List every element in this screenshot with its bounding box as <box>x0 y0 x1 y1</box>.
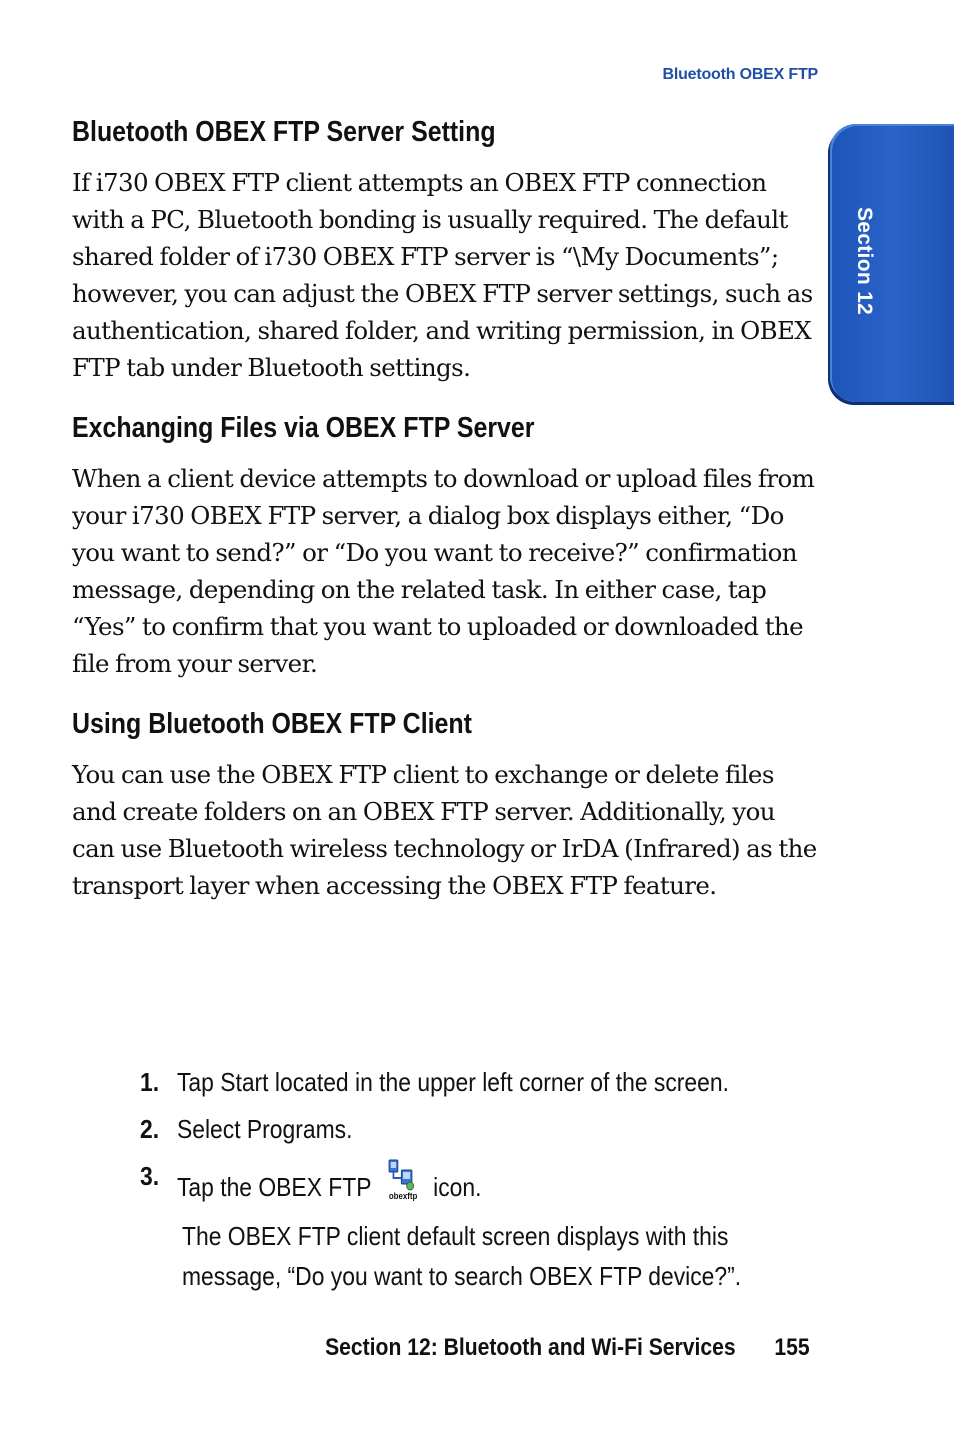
obexftp-icon <box>384 1158 423 1202</box>
step-text-after: icon. <box>433 1172 482 1202</box>
steps-block <box>72 1060 872 1296</box>
list-item <box>140 1064 784 1100</box>
heading-server-setting: Bluetooth OBEX FTP Server Setting <box>72 116 496 148</box>
page-number: 155 <box>774 1334 810 1361</box>
svg-text:obexftp: obexftp <box>388 1190 418 1202</box>
step-note: The OBEX FTP client default screen displays with this message, “Do you want to search OBEX FTP device?”. <box>182 1221 742 1291</box>
step-text-before: Tap the OBEX FTP <box>176 1172 372 1202</box>
paragraph-exchanging-files: When a client device attempts to download or upload files from your i730 OBEX FTP server, a dialog box displays either, “Do you want to send?” or “Do you want to receive?” confirmation message, depending on the related task. In either case, tap “Yes” to confirm that you want to uploaded or downloaded the file from your server. <box>72 464 815 678</box>
step-number: 1. <box>140 1067 160 1097</box>
heading-exchanging-files: Exchanging Files via OBEX FTP Server <box>72 412 535 444</box>
running-head: Bluetooth OBEX FTP <box>662 66 818 83</box>
step-text: Tap Start located in the upper left corner of the screen. <box>176 1067 729 1097</box>
step-text: Select Programs. <box>176 1114 353 1144</box>
step-number: 3. <box>140 1161 160 1191</box>
list-item <box>140 1111 784 1147</box>
steps-list <box>140 1064 872 1205</box>
paragraph-server-setting: If i730 OBEX FTP client attempts an OBEX FTP connection with a PC, Bluetooth bonding is usually required. The default shared folder of i730 OBEX FTP server is “\My Documents”; however, you can adjust the OBEX FTP server settings, such as authentication, shared folder, and writing permission, in OBEX FTP tab under Bluetooth settings. <box>72 168 813 382</box>
page-footer <box>325 1334 810 1362</box>
section-tab-label: Section 12 <box>853 207 876 316</box>
heading-using-client: Using Bluetooth OBEX FTP Client <box>72 708 472 740</box>
page-content <box>72 112 818 914</box>
list-item <box>140 1158 784 1205</box>
step-number: 2. <box>140 1114 160 1144</box>
footer-title: Section 12: Bluetooth and Wi-Fi Services <box>325 1334 737 1361</box>
paragraph-using-client: You can use the OBEX FTP client to exchange or delete files and create folders on an OBEX FTP server. Additionally, you can use Bluetooth wireless technology or IrDA (Infrared) as the transport layer when accessing the OBEX FTP feature. <box>72 760 817 900</box>
